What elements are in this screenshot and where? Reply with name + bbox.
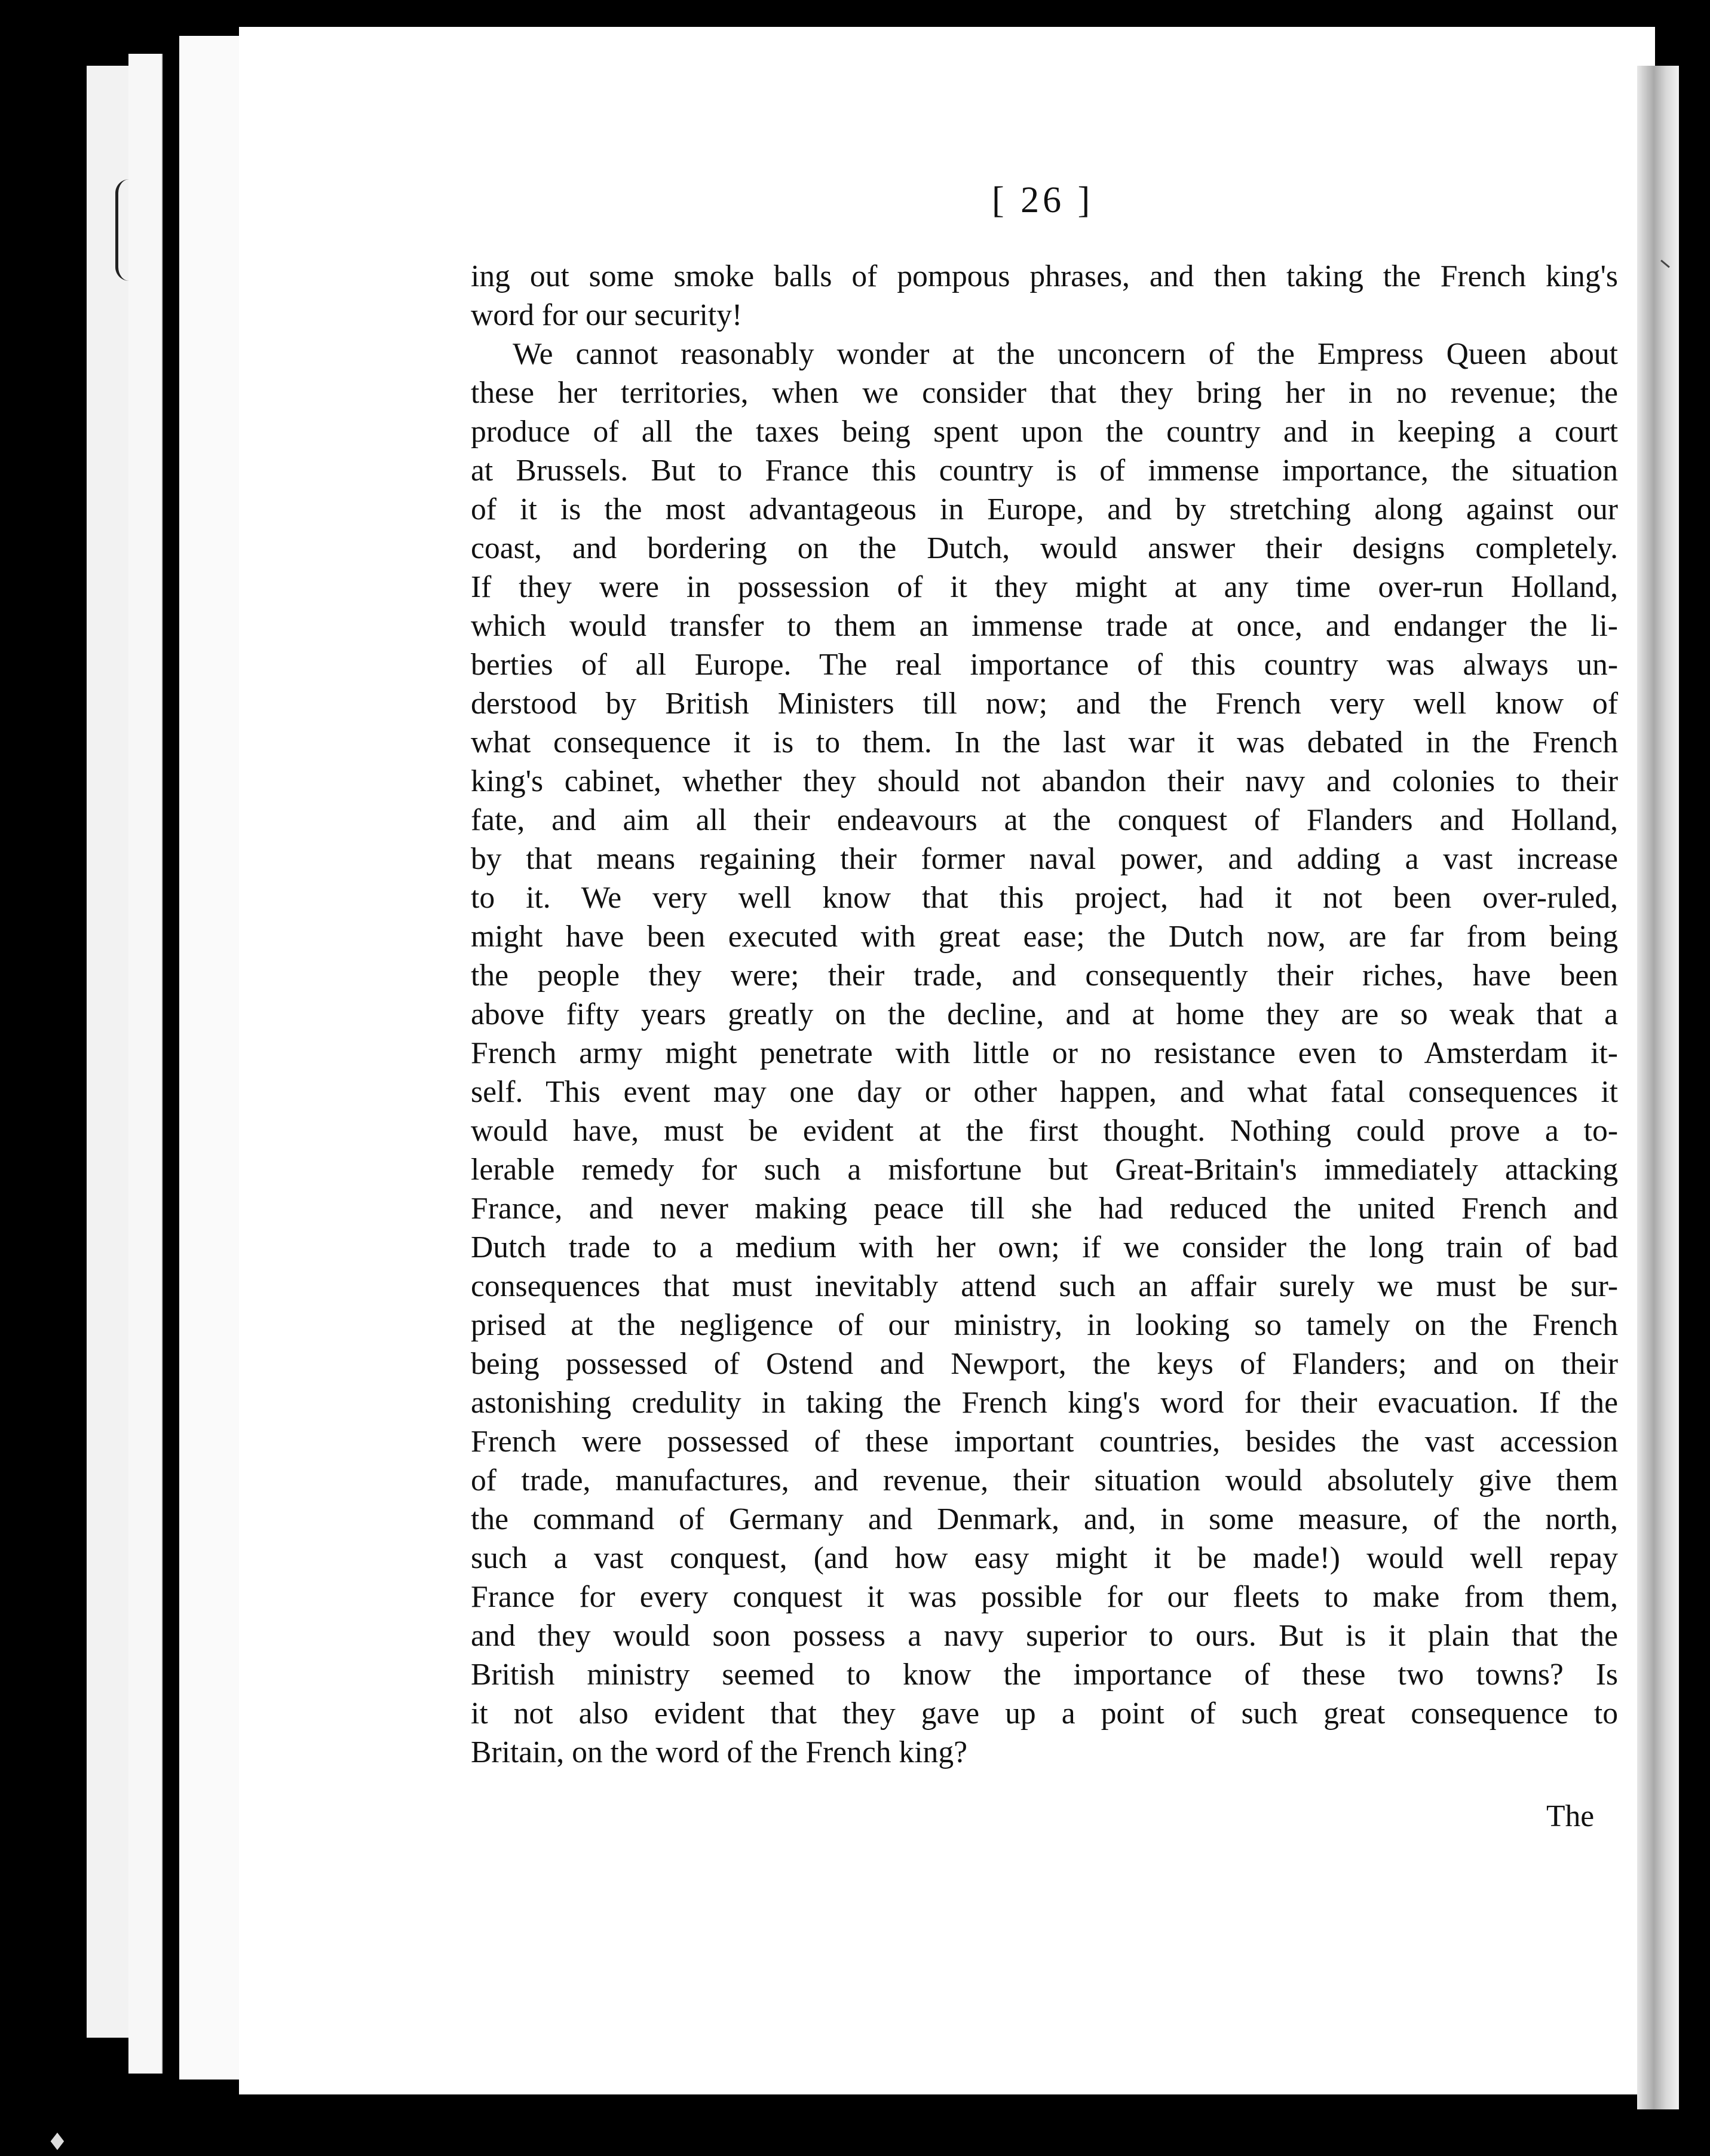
text-line: of trade, manufactures, and revenue, their situation would absolutely give them <box>471 1463 1618 1497</box>
text-line: ing out some smoke balls of pompous phrases, and then taking the French king's <box>471 259 1618 293</box>
text-line: astonishing credulity in taking the French king's word for their evacuation. If the <box>471 1386 1618 1420</box>
text-line: self. This event may one day or other happen, and what fatal consequences it <box>471 1075 1618 1109</box>
text-line: lerable remedy for such a misfortune but Great-Britain's immediately attacking <box>471 1153 1618 1187</box>
text-line: French army might penetrate with little or no resistance even to Amsterdam it- <box>471 1036 1618 1070</box>
text-line: berties of all Europe. The real importance of this country was always un- <box>471 648 1618 682</box>
text-line: being possessed of Ostend and Newport, the keys of Flanders; and on their <box>471 1347 1618 1381</box>
text-line: If they were in possession of it they might at any time over-run Holland, <box>471 570 1618 604</box>
page-stack-edge <box>179 36 240 2080</box>
text-line: French were possessed of these important countries, besides the vast accession <box>471 1425 1618 1459</box>
text-line: consequences that must inevitably attend such an affair surely we must be sur- <box>471 1269 1618 1303</box>
text-line: of it is the most advantageous in Europe, and by stretching along against our <box>471 492 1618 526</box>
text-line: France, and never making peace till she had reduced the united French and <box>471 1192 1618 1226</box>
corner-mark: ♦ <box>47 2129 68 2156</box>
page-stack-edge <box>128 54 163 2074</box>
text-line: word for our security! <box>471 298 743 332</box>
text-line: We cannot reasonably wonder at the unconcern of the Empress Queen about <box>513 337 1618 371</box>
text-line: Dutch trade to a medium with her own; if we consider the long train of bad <box>471 1230 1618 1264</box>
text-line: produce of all the taxes being spent upon the country and in keeping a court <box>471 415 1618 449</box>
page-number: [ 26 ] <box>992 180 1094 220</box>
text-line: king's cabinet, whether they should not abandon their navy and colonies to their <box>471 764 1618 798</box>
text-line: the command of Germany and Denmark, and, in some measure, of the north, <box>471 1502 1618 1536</box>
text-line: such a vast conquest, (and how easy might it be made!) would well repay <box>471 1541 1618 1575</box>
text-line: and they would soon possess a navy superior to ours. But is it plain that the <box>471 1619 1618 1653</box>
text-line: France for every conquest it was possible for our fleets to make from them, <box>471 1580 1618 1614</box>
text-line: to it. We very well know that this project, had it not been over-ruled, <box>471 881 1618 915</box>
text-line: British ministry seemed to know the importance of these two towns? Is <box>471 1658 1618 1692</box>
text-line: derstood by British Ministers till now; and the French very well know of <box>471 687 1618 721</box>
text-line: these her territories, when we consider that they bring her in no revenue; the <box>471 376 1618 410</box>
text-line: fate, and aim all their endeavours at the conquest of Flanders and Holland, <box>471 803 1618 837</box>
page-stack-edge <box>87 66 130 2038</box>
text-line: would have, must be evident at the first thought. Nothing could prove a to- <box>471 1114 1618 1148</box>
text-line: what consequence it is to them. In the last war it was debated in the French <box>471 725 1618 760</box>
catchword: The <box>1546 1799 1595 1833</box>
text-line: it not also evident that they gave up a point of such great consequence to <box>471 1696 1618 1731</box>
page-binding-edge <box>1637 66 1679 2109</box>
text-line: above fifty years greatly on the decline, and at home they are so weak that a <box>471 997 1618 1031</box>
text-line: the people they were; their trade, and consequently their riches, have been <box>471 958 1618 993</box>
text-line: at Brussels. But to France this country is of immense importance, the situation <box>471 454 1618 488</box>
margin-bracket <box>115 179 129 281</box>
text-line: which would transfer to them an immense trade at once, and endanger the li- <box>471 609 1618 643</box>
body-text <box>471 257 1618 1772</box>
text-line: by that means regaining their former naval power, and adding a vast increase <box>471 842 1618 876</box>
text-line: coast, and bordering on the Dutch, would answer their designs completely. <box>471 531 1618 565</box>
text-line: might have been executed with great ease; the Dutch now, are far from being <box>471 920 1618 954</box>
text-line: prised at the negligence of our ministry, in looking so tamely on the French <box>471 1308 1618 1342</box>
text-line: Britain, on the word of the French king? <box>471 1735 968 1769</box>
